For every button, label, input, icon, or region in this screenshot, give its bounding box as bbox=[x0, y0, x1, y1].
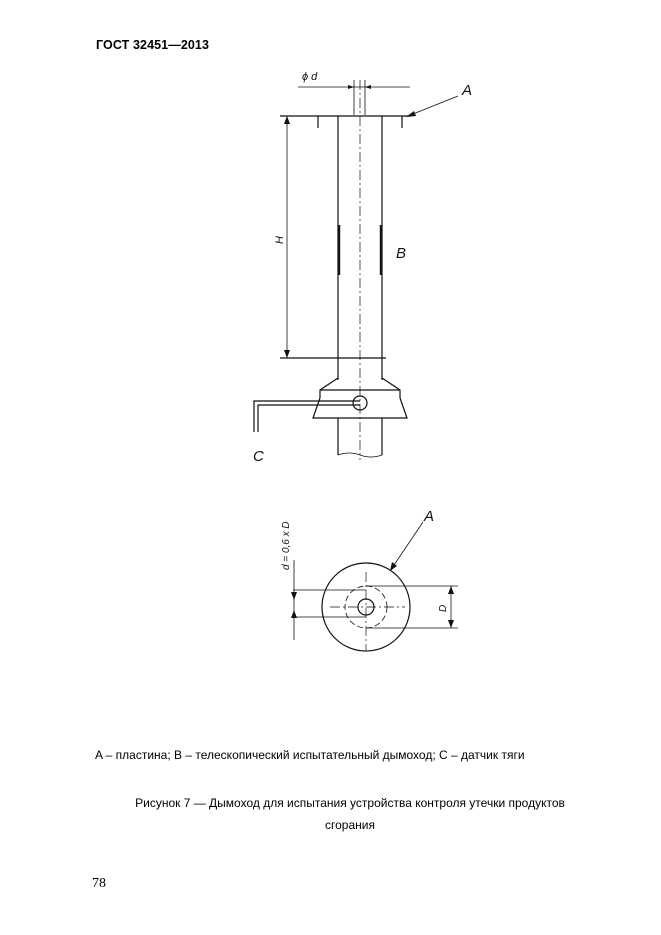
caption-line-2: сгорания bbox=[325, 818, 375, 832]
figure-caption bbox=[100, 792, 600, 836]
label-b: B bbox=[396, 245, 407, 262]
d-formula-label: d = 0,6 x D bbox=[281, 521, 292, 570]
label-a-bottom: A bbox=[424, 508, 435, 525]
figure-legend: A – пластина; B – телескопический испытательный дымоход; C – датчик тяги bbox=[95, 748, 525, 762]
label-c: C bbox=[253, 448, 264, 465]
page-number: 78 bbox=[92, 876, 106, 891]
caption-line-1: Рисунок 7 — Дымоход для испытания устройства контроля утечки продуктов bbox=[135, 796, 565, 810]
d-diameter-label: D bbox=[438, 604, 449, 612]
phi-d-label: ϕ d bbox=[302, 71, 318, 83]
chimney-side-view bbox=[253, 71, 472, 465]
chimney-plan-view bbox=[281, 508, 458, 651]
h-label: H bbox=[274, 236, 286, 244]
label-a-top: A bbox=[462, 82, 473, 99]
document-header: ГОСТ 32451—2013 bbox=[96, 38, 210, 52]
